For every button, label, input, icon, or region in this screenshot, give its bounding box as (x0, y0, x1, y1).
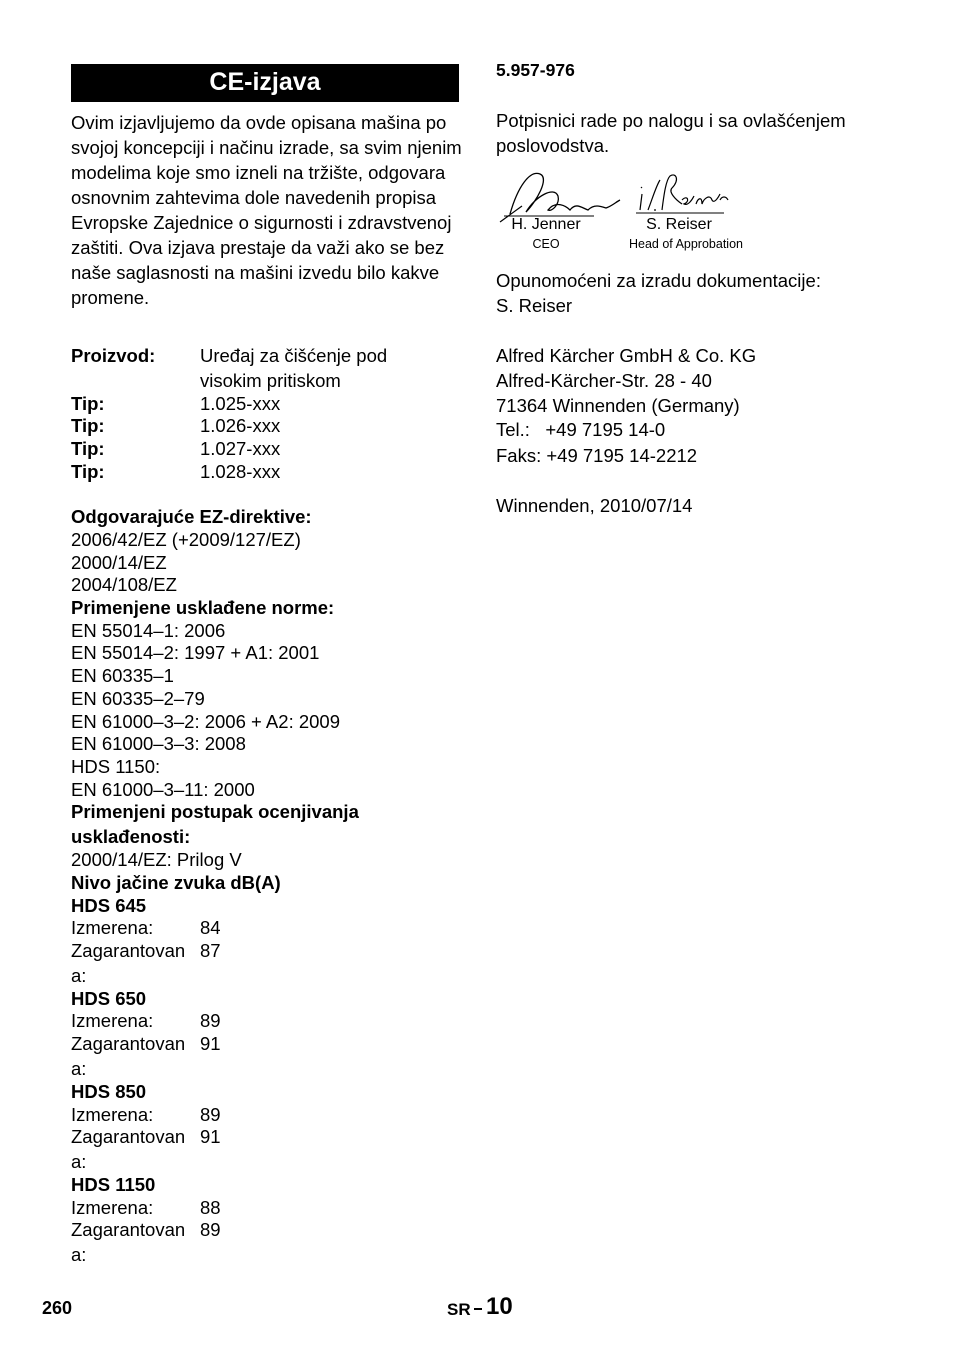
measured-label: Izmerena: (71, 1104, 154, 1125)
signatories-text-line1: Potpisnici rade po nalogu i sa ovlašćenjem (496, 110, 846, 131)
signer1-role: CEO (532, 237, 560, 251)
guaranteed-label-cont: a: (71, 1244, 87, 1265)
guaranteed-row (71, 1032, 221, 1055)
model-name: HDS 850 (71, 1081, 147, 1102)
signer2-role: Head of Approbation (629, 237, 743, 251)
guaranteed-row (71, 1125, 221, 1148)
directive-item: 2004/108/EZ (71, 574, 177, 595)
signer1-name: H. Jenner (511, 216, 581, 233)
intro-paragraph: Ovim izjavljujemo da ovde opisana mašina po svojoj koncepciji i načinu izrade, sa svim njenim modelima koje smo izneli na tržište, odgovara osnovnim zahtevima dole navedenih propisa Evropske Zajednice o sigurnosti i zdravstvenoj zaštiti. Ova izjava prestaje da važi ako se bez naše saglasnosti na mašini izvedu bilo kakve promene. (71, 112, 462, 308)
type-label: Tip: (71, 415, 105, 436)
product-label: Proizvod: (71, 345, 156, 366)
norm-item: EN 61000–3–3: 2008 (71, 733, 246, 754)
signer2-name: S. Reiser (646, 216, 712, 233)
address-line: 71364 Winnenden (Germany) (496, 395, 740, 416)
type-row (71, 392, 280, 415)
place-date: Winnenden, 2010/07/14 (496, 495, 693, 516)
guaranteed-label: Zagarantovan (71, 1126, 186, 1147)
signatories-text-line2: poslovodstva. (496, 135, 610, 156)
type-row (71, 460, 280, 483)
directive-item: 2006/42/EZ (+2009/127/EZ) (71, 529, 301, 550)
measured-value: 84 (200, 917, 221, 938)
product-row-cont (71, 369, 341, 392)
measured-label: Izmerena: (71, 917, 154, 938)
model-name: HDS 650 (71, 988, 147, 1009)
guaranteed-label: Zagarantovan (71, 940, 186, 961)
address-line: Alfred Kärcher GmbH & Co. KG (496, 345, 757, 366)
measured-row (71, 1009, 221, 1032)
procedure-value: 2000/14/EZ: Prilog V (71, 849, 242, 870)
norm-item: EN 55014–1: 2006 (71, 620, 226, 641)
language-code: SR (447, 1300, 471, 1319)
norm-item: EN 61000–3–2: 2006 + A2: 2009 (71, 711, 340, 732)
signature-reiser (632, 170, 732, 218)
type-value: 1.025-xxx (200, 393, 281, 414)
directives-heading: Odgovarajuće EZ-direktive: (71, 506, 312, 527)
type-label: Tip: (71, 461, 105, 482)
norm-item: EN 60335–1 (71, 665, 174, 686)
guaranteed-row (71, 1218, 221, 1241)
document-number: 5.957-976 (496, 60, 575, 80)
sound-heading: Nivo jačine zvuka dB(A) (71, 872, 281, 893)
guaranteed-value: 91 (200, 1126, 221, 1147)
section-page-number: 10 (486, 1293, 513, 1320)
type-row (71, 437, 280, 460)
authorized-name: S. Reiser (496, 295, 573, 316)
guaranteed-label-cont: a: (71, 1151, 87, 1172)
norm-item: EN 61000–3–11: 2000 (71, 779, 255, 800)
type-value: 1.027-xxx (200, 438, 281, 459)
norms-heading: Primenjene usklađene norme: (71, 597, 335, 618)
model-name: HDS 1150 (71, 1174, 156, 1195)
type-value: 1.028-xxx (200, 461, 281, 482)
measured-row (71, 1103, 221, 1126)
directive-item: 2000/14/EZ (71, 552, 167, 573)
page-number: 260 (42, 1298, 73, 1318)
norm-item: EN 55014–2: 1997 + A1: 2001 (71, 642, 320, 663)
measured-label: Izmerena: (71, 1197, 154, 1218)
guaranteed-value: 89 (200, 1219, 221, 1240)
guaranteed-row (71, 939, 221, 962)
fax-line: Faks: +49 7195 14-2212 (496, 445, 698, 466)
guaranteed-value: 87 (200, 940, 221, 961)
product-row (71, 344, 387, 367)
type-label: Tip: (71, 438, 105, 459)
phone-line: Tel.: +49 7195 14-0 (496, 419, 666, 440)
product-value-line2: visokim pritiskom (200, 370, 341, 391)
address-line: Alfred-Kärcher-Str. 28 - 40 (496, 370, 712, 391)
type-label: Tip: (71, 393, 105, 414)
product-value-line1: Uređaj za čišćenje pod (200, 345, 388, 366)
type-row (71, 414, 280, 437)
procedure-heading-line1: Primenjeni postupak ocenjivanja (71, 801, 359, 822)
guaranteed-label-cont: a: (71, 965, 87, 986)
measured-label: Izmerena: (71, 1010, 154, 1031)
guaranteed-label: Zagarantovan (71, 1219, 186, 1240)
model-name: HDS 645 (71, 895, 147, 916)
measured-value: 88 (200, 1197, 221, 1218)
section-title: CE-izjava (71, 64, 459, 102)
measured-row (71, 1196, 221, 1219)
authorized-text: Opunomoćeni za izradu dokumentacije: (496, 270, 821, 291)
measured-value: 89 (200, 1010, 221, 1031)
measured-value: 89 (200, 1104, 221, 1125)
guaranteed-value: 91 (200, 1033, 221, 1054)
guaranteed-label: Zagarantovan (71, 1033, 186, 1054)
measured-row (71, 916, 221, 939)
type-value: 1.026-xxx (200, 415, 281, 436)
footer-dash (474, 1308, 482, 1310)
norm-item: HDS 1150: (71, 756, 161, 777)
procedure-heading-line2: usklađenosti: (71, 826, 191, 847)
norm-item: EN 60335–2–79 (71, 688, 205, 709)
guaranteed-label-cont: a: (71, 1058, 87, 1079)
